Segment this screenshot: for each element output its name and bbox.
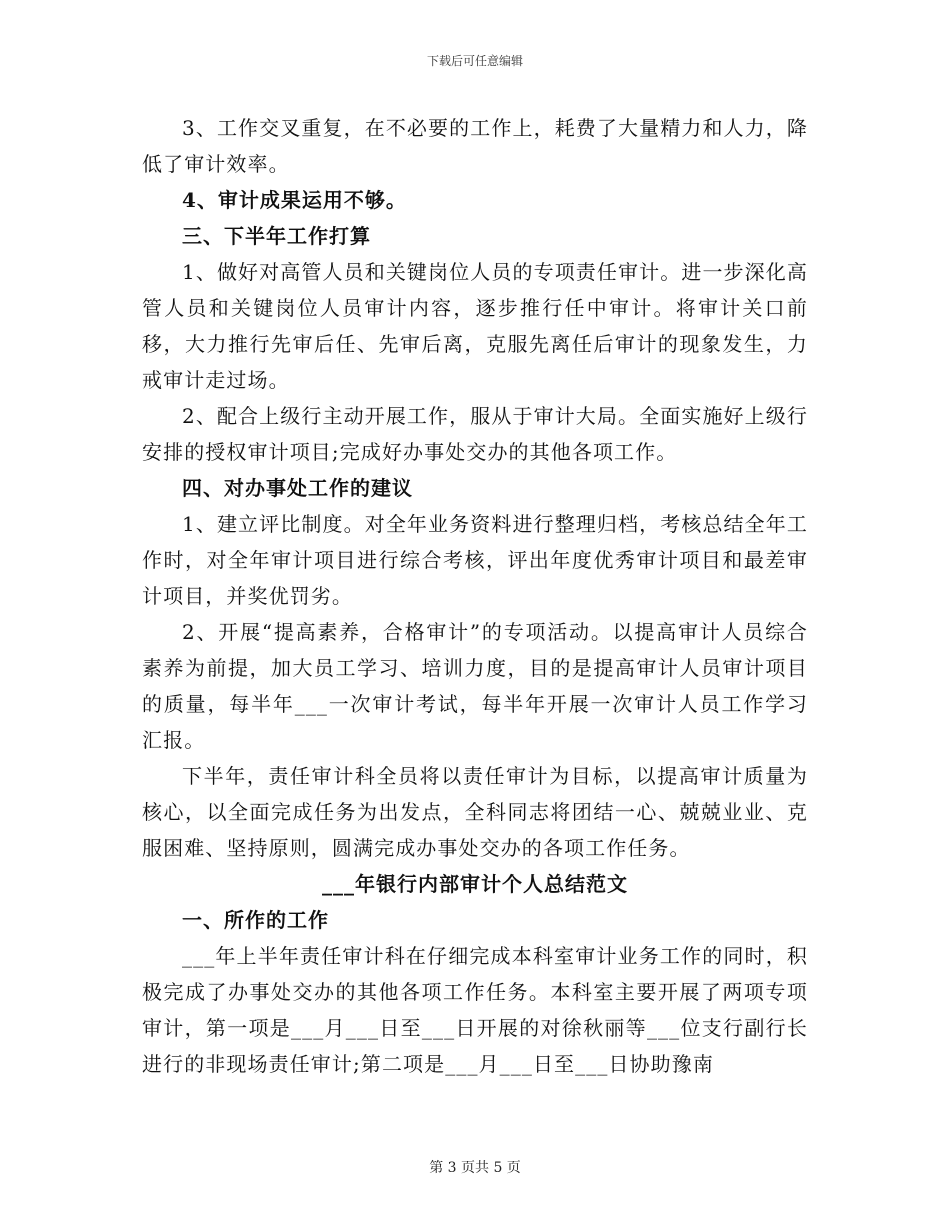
heading-suggestions: 四、对办事处工作的建议 (182, 476, 413, 500)
paragraph-suggestion-2: 2、开展“提高素养，合格审计”的专项活动。以提高审计人员综合素养为前提，加大员工学习、培训力度，目的是提高审计人员审计项目的质量，每半年___一次审计考试，每半年开展一次审计人员工作学习汇报。 (142, 620, 808, 752)
paragraph-plan-2: 2、配合上级行主动开展工作，服从于审计大局。全面实施好上级行安排的授权审计项目;完成好办事处交办的其他各项工作。 (142, 404, 808, 464)
paragraph-conclusion: 下半年，责任审计科全员将以责任审计为目标，以提高审计质量为核心，以全面完成任务为出发点，全科同志将团结一心、兢兢业业、克服困难、坚持原则，圆满完成办事处交办的各项工作任务。 (142, 764, 808, 860)
paragraph-suggestion-1: 1、建立评比制度。对全年业务资料进行整理归档，考核总结全年工作时，对全年审计项目进行综合考核，评出年度优秀审计项目和最差审计项目，并奖优罚劣。 (142, 512, 808, 608)
paragraph-plan-1: 1、做好对高管人员和关键岗位人员的专项责任审计。进一步深化高管人员和关键岗位人员审计内容，逐步推行任中审计。将审计关口前移，大力推行先审后任、先审后离，克服先离任后审计的现象发生，力戒审计走过场。 (142, 260, 808, 392)
heading-second-half-plan: 三、下半年工作打算 (182, 224, 371, 248)
heading-work-done: 一、所作的工作 (182, 908, 329, 932)
heading-results-usage: 4、审计成果运用不够。 (182, 188, 407, 212)
document-body (142, 110, 808, 1082)
section-title: ___年银行内部审计个人总结范文 (322, 872, 628, 896)
page-header: 下载后可任意编辑 (426, 54, 523, 68)
page-footer: 第 3 页共 5 页 (429, 1160, 521, 1176)
paragraph-work-done: ___年上半年责任审计科在仔细完成本科室审计业务工作的同时，积极完成了办事处交办的其他各项工作任务。本科室主要开展了两项专项审计，第一项是___月___日至___日开展的对徐秋丽等___位支行副行长进行的非现场责任审计;第二项是___月___日至___日协助豫南 (142, 944, 808, 1076)
paragraph-work-overlap: 3、工作交叉重复，在不必要的工作上，耗费了大量精力和人力，降低了审计效率。 (142, 116, 808, 176)
